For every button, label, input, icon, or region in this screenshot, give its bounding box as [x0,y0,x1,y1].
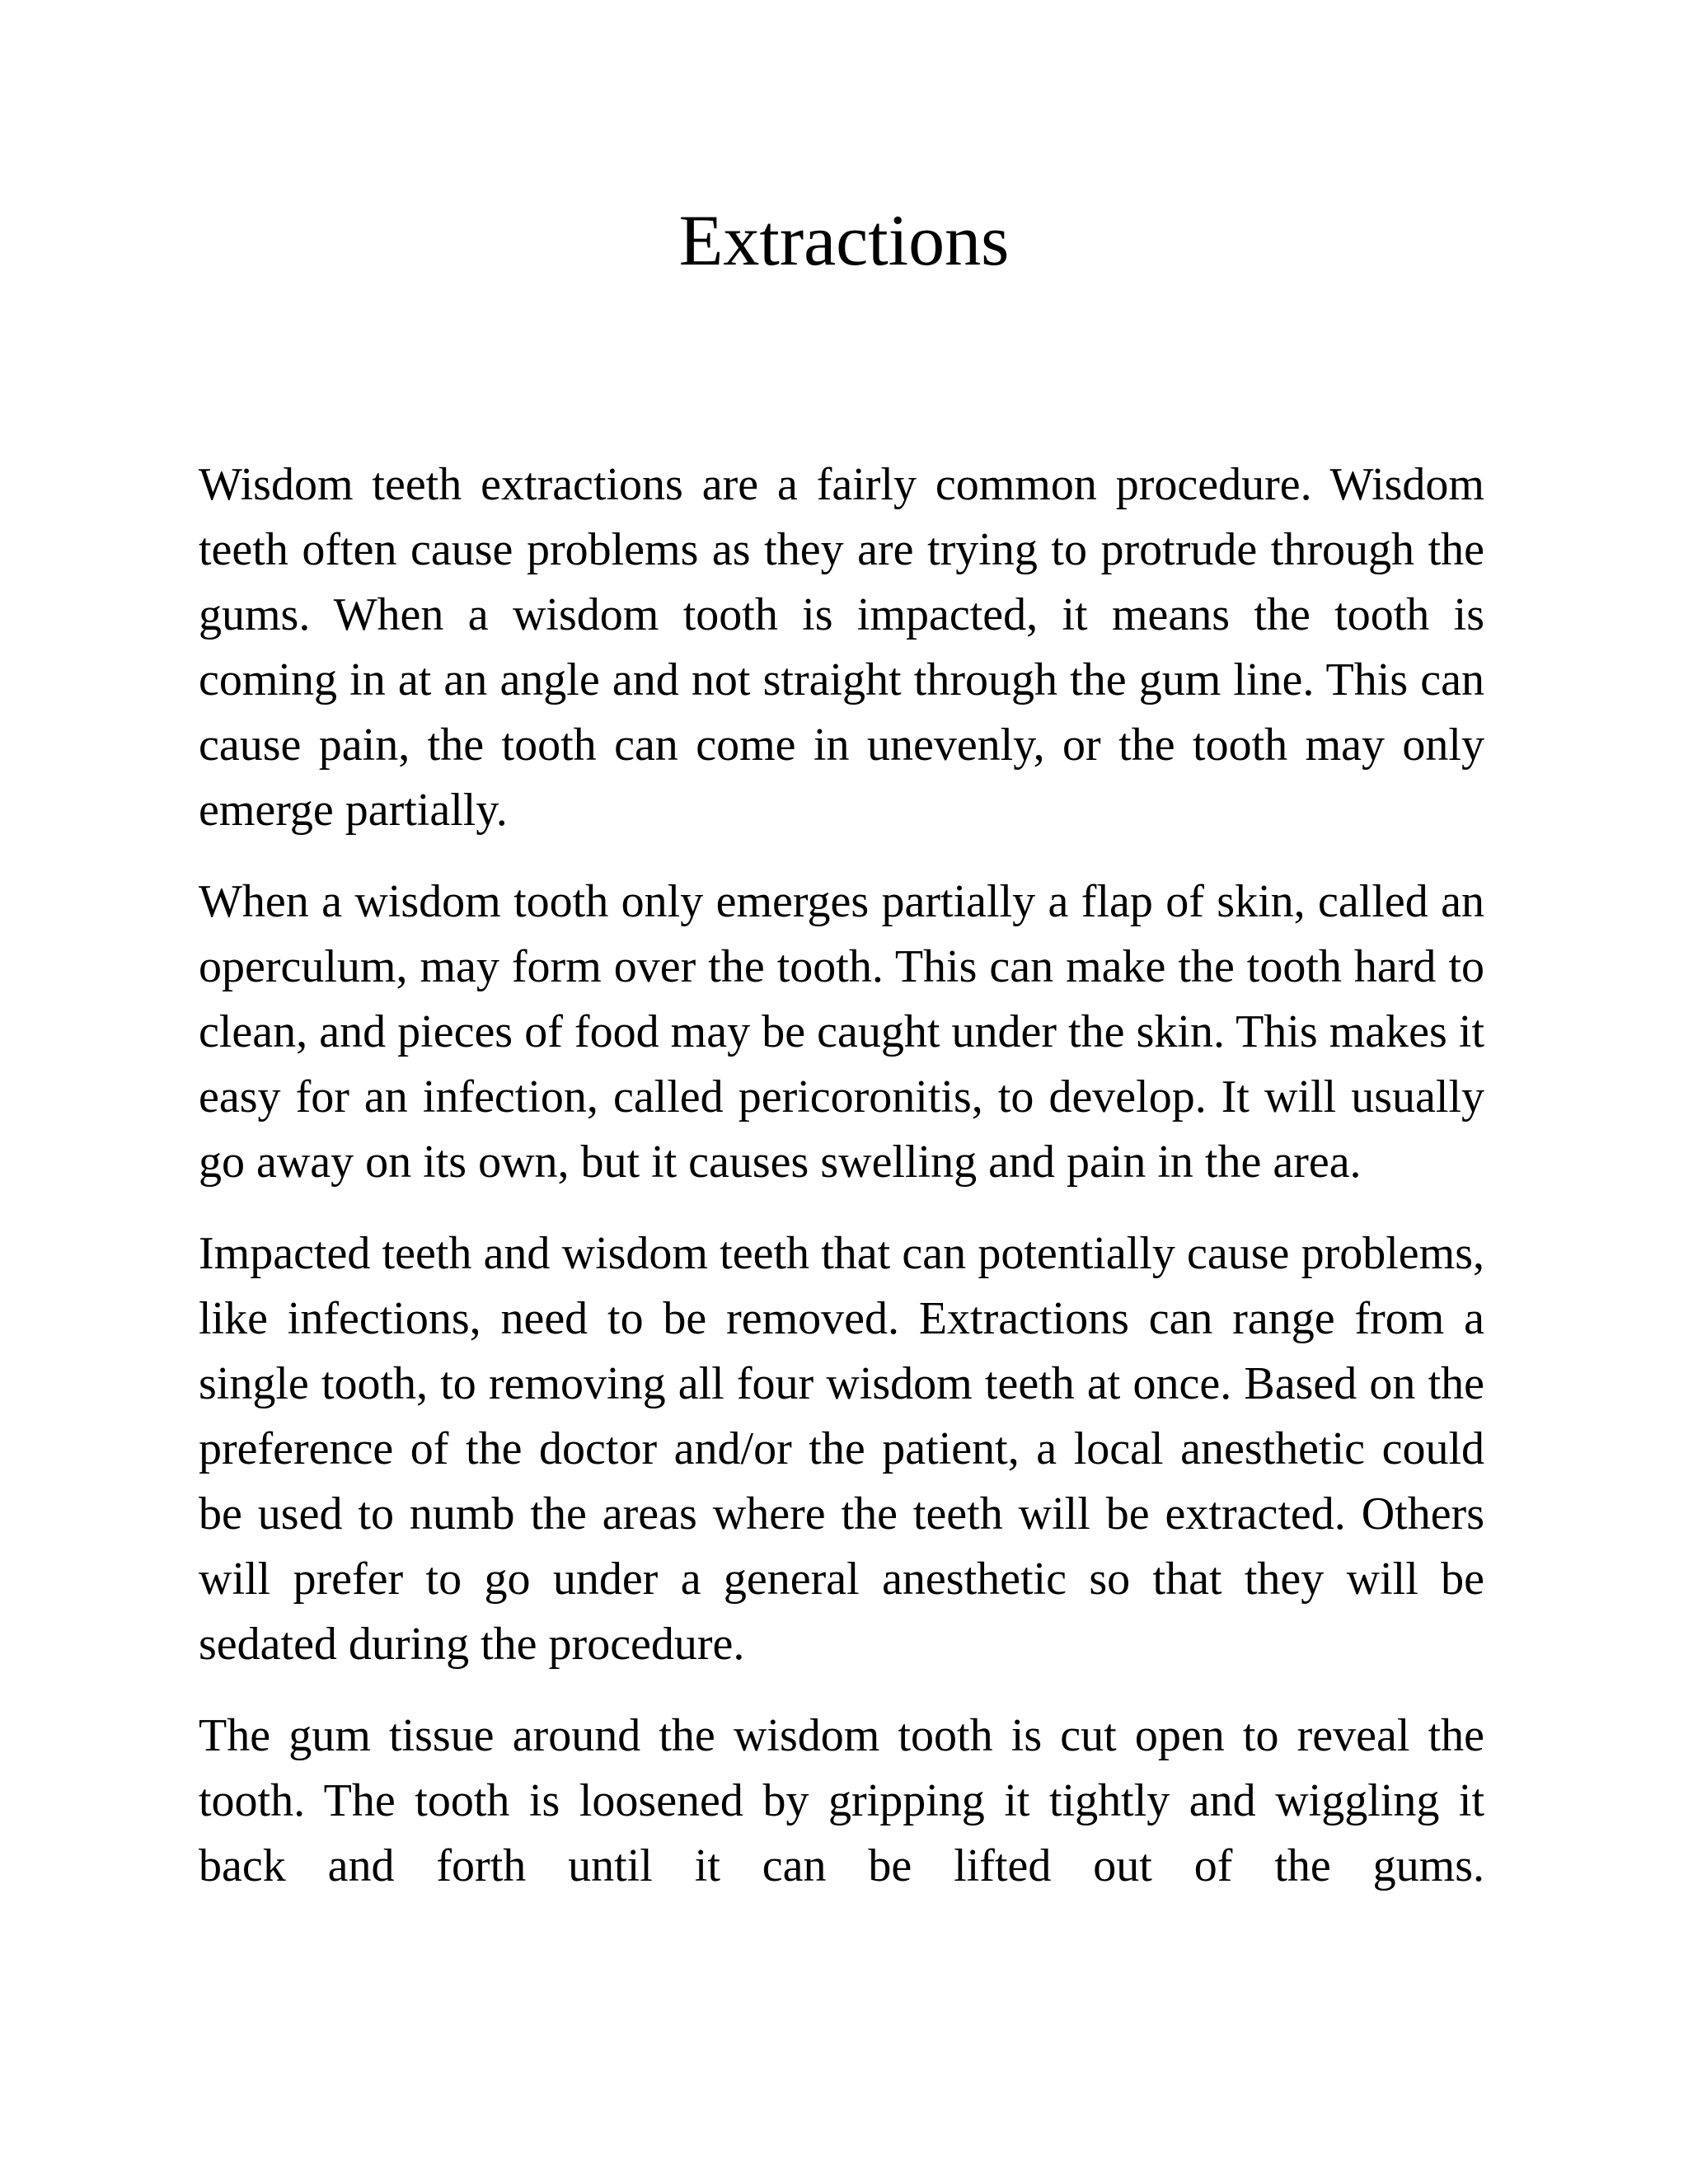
paragraph-wisdom-teeth-intro: Wisdom teeth extractions are a fairly common procedure. Wisdom teeth often cause problems as they are trying to protrude through the gums. When a wisdom tooth is impacted, it means the tooth is coming in at an angle and not straight through the gum line. This can cause pain, the tooth can come in unevenly, or the tooth may only emerge partially. [199,459,1484,836]
paragraph-procedure: The gum tissue around the wisdom tooth is cut open to reveal the tooth. The tooth is loosened by gripping it tightly and wiggling it back and forth until it can be lifted out of the gums. [199,1710,1484,1891]
page-title: Extractions [678,201,1010,281]
paragraph-operculum: When a wisdom tooth only emerges partially a flap of skin, called an operculum, may form over the tooth. This can make the tooth hard to clean, and pieces of food may be caught under the skin. This makes it easy for an infection, called pericoronitis, to develop. It will usually go away on its own, but it causes swelling and pain in the area. [199,876,1484,1188]
paragraph-removal-anesthetic: Impacted teeth and wisdom teeth that can potentially cause problems, like infections, need to be removed. Extractions can range from a single tooth, to removing all four wisdom teeth at once. Based on the preference of the doctor and/or the patient, a local anesthetic could be used to numb the areas where the teeth will be extracted. Others will prefer to go under a general anesthetic so that they will be sedated during the procedure. [199,1228,1484,1670]
article-body [199,452,1484,1925]
